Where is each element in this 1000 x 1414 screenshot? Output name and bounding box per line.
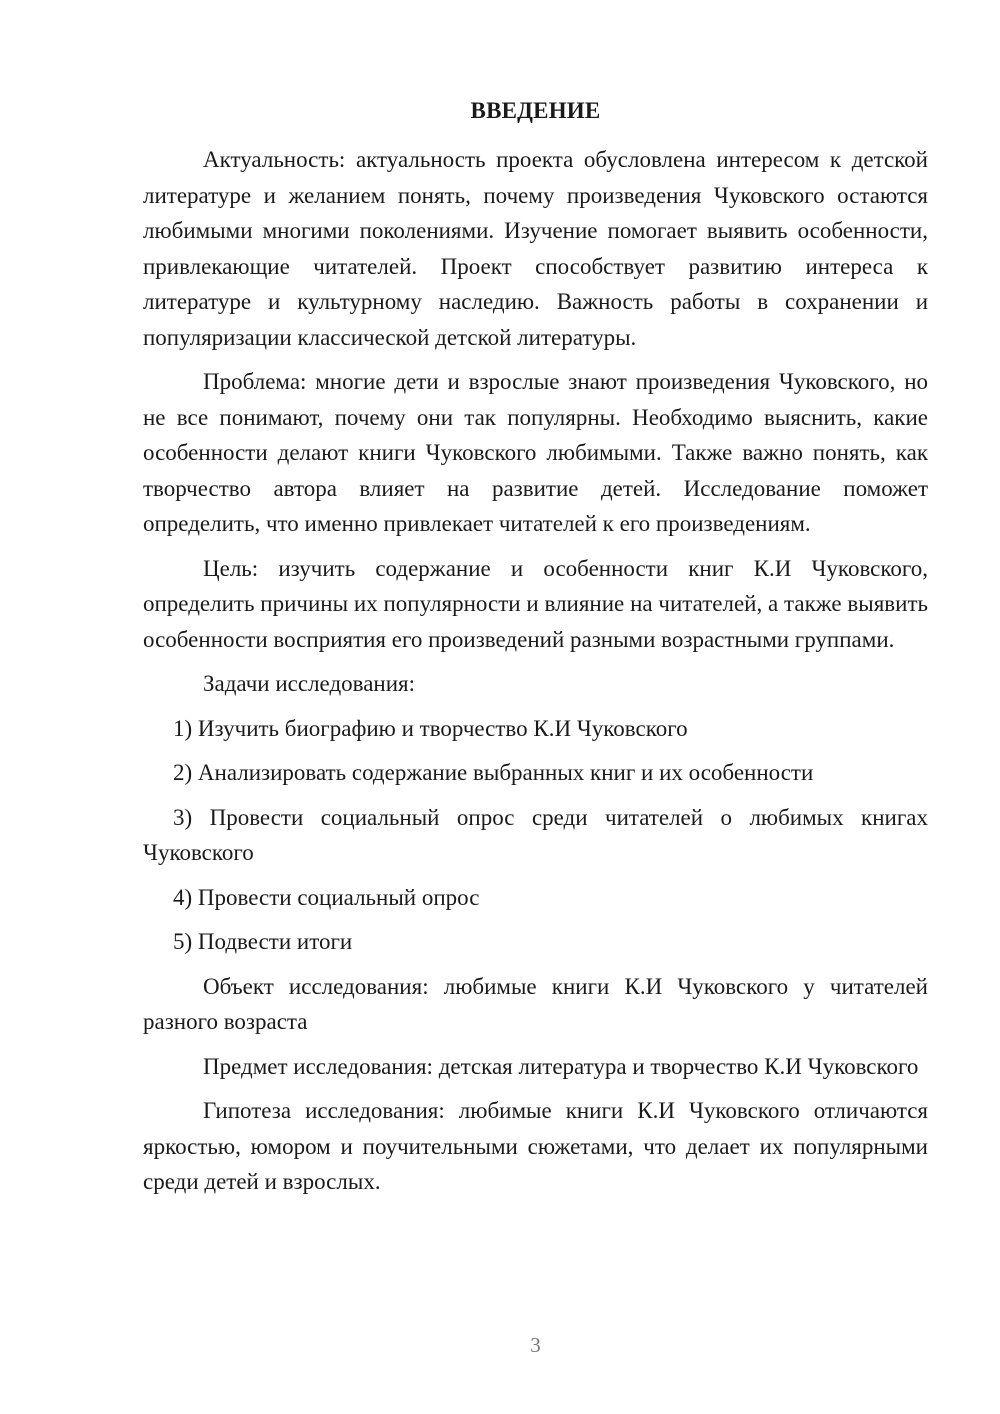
goal-paragraph: Цель: изучить содержание и особенности книг К.И Чуковского, определить причины их популярности и влияние на читателей, а также выявить особенности восприятия его произведений разными возрастными группами. [143,555,928,652]
tasks-heading: Задачи исследования: [203,671,416,696]
task-item: 1) Изучить биографию и творчество К.И Чуковского [173,715,688,741]
page-title: ВВЕДЕНИЕ [470,98,601,123]
object-paragraph: Объект исследования: любимые книги К.И Чуковского у читателей разного возраста [143,973,928,1034]
task-item: 5) Подвести итоги [173,929,353,954]
document-body [143,142,928,1209]
task-item: 2) Анализировать содержание выбранных книг и их особенности [173,760,814,785]
task-item: 4) Провести социальный опрос [173,884,480,910]
subject-paragraph: Предмет исследования: детская литература и творчество К.И Чуковского [203,1053,919,1079]
problem-paragraph: Проблема: многие дети и взрослые знают произведения Чуковского, но не все понимают, почему они так популярны. Необходимо выяснить, какие особенности делают книги Чуковского любимыми. Также важно понять, как творчество автора влияет на развитие детей. Исследование поможет определить, что именно привлекает читателей к его произведениям. [143,369,928,536]
hypothesis-paragraph: Гипотеза исследования: любимые книги К.И Чуковского отличаются яркостью, юмором и поучительными сюжетами, что делает их популярными среди детей и взрослых. [143,1098,928,1194]
relevance-paragraph: Актуальность: актуальность проекта обусловлена интересом к детской литературе и желанием понять, почему произведения Чуковского остаются любимыми многими поколениями. Изучение помогает выявить особенности, привлекающие читателей. Проект способствует развитию интереса к литературе и культурному наследию. Важность работы в сохранении и популяризации классической детской литературы. [143,147,928,350]
task-item: 3) Провести социальный опрос среди читателей о любимых книгах Чуковского [143,804,928,865]
document-page [143,0,928,1414]
page-number: 3 [530,1333,541,1357]
